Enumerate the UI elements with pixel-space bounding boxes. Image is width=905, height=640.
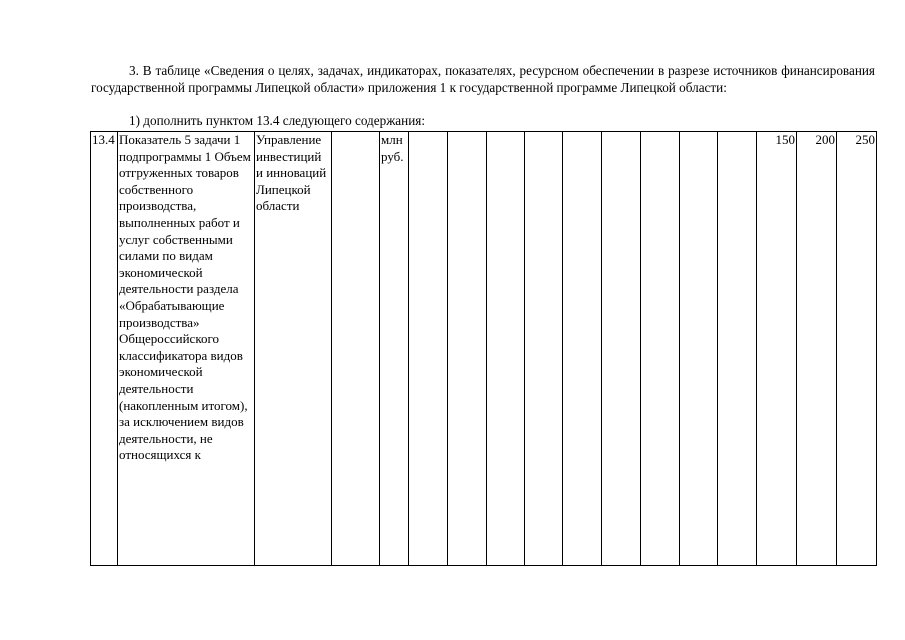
empty-cell [680, 132, 718, 566]
unit-cell [380, 132, 409, 566]
paragraph-sub: 1) дополнить пунктом 13.4 следующего содержания: [129, 113, 426, 128]
empty-cell [718, 132, 757, 566]
paragraph-main: 3. В таблице «Сведения о целях, задачах, индикаторах, показателях, ресурсном обеспечении в разрезе источников финансирования государственной программы Липецкой области» приложения 1 к государственной программе Липецкой области: [91, 63, 875, 95]
empty-cell [487, 132, 525, 566]
value-1: 150 [775, 132, 795, 147]
value-2: 200 [815, 132, 835, 147]
value-cell-3 [837, 132, 877, 566]
empty-cell [641, 132, 680, 566]
indicators-table [90, 131, 877, 566]
value-cell-2 [797, 132, 837, 566]
empty-cell [525, 132, 563, 566]
value-cell-1 [757, 132, 797, 566]
empty-cell [563, 132, 602, 566]
executor-text: Управление инвестиций и инноваций Липецкой области [256, 132, 327, 214]
empty-cell [602, 132, 641, 566]
empty-cell [409, 132, 448, 566]
executor-cell [255, 132, 332, 566]
unit-text: млн руб. [381, 132, 404, 164]
source-cell [332, 132, 380, 566]
value-3: 250 [855, 132, 875, 147]
indicator-text: Показатель 5 задачи 1 подпрограммы 1 Объем отгруженных товаров собственного производства, выполненных работ и услуг собственными силами по видам экономической деятельности раздела «Обрабатывающие производства» Общероссийского классификатора видов экономической деятельности (накопленным итогом), за исключением видов деятельности, не относящихся к [119, 132, 251, 463]
table-row [91, 132, 877, 566]
indicator-cell [118, 132, 255, 566]
row-number-cell [91, 132, 118, 566]
row-number: 13.4 [92, 132, 115, 147]
empty-cell [448, 132, 487, 566]
